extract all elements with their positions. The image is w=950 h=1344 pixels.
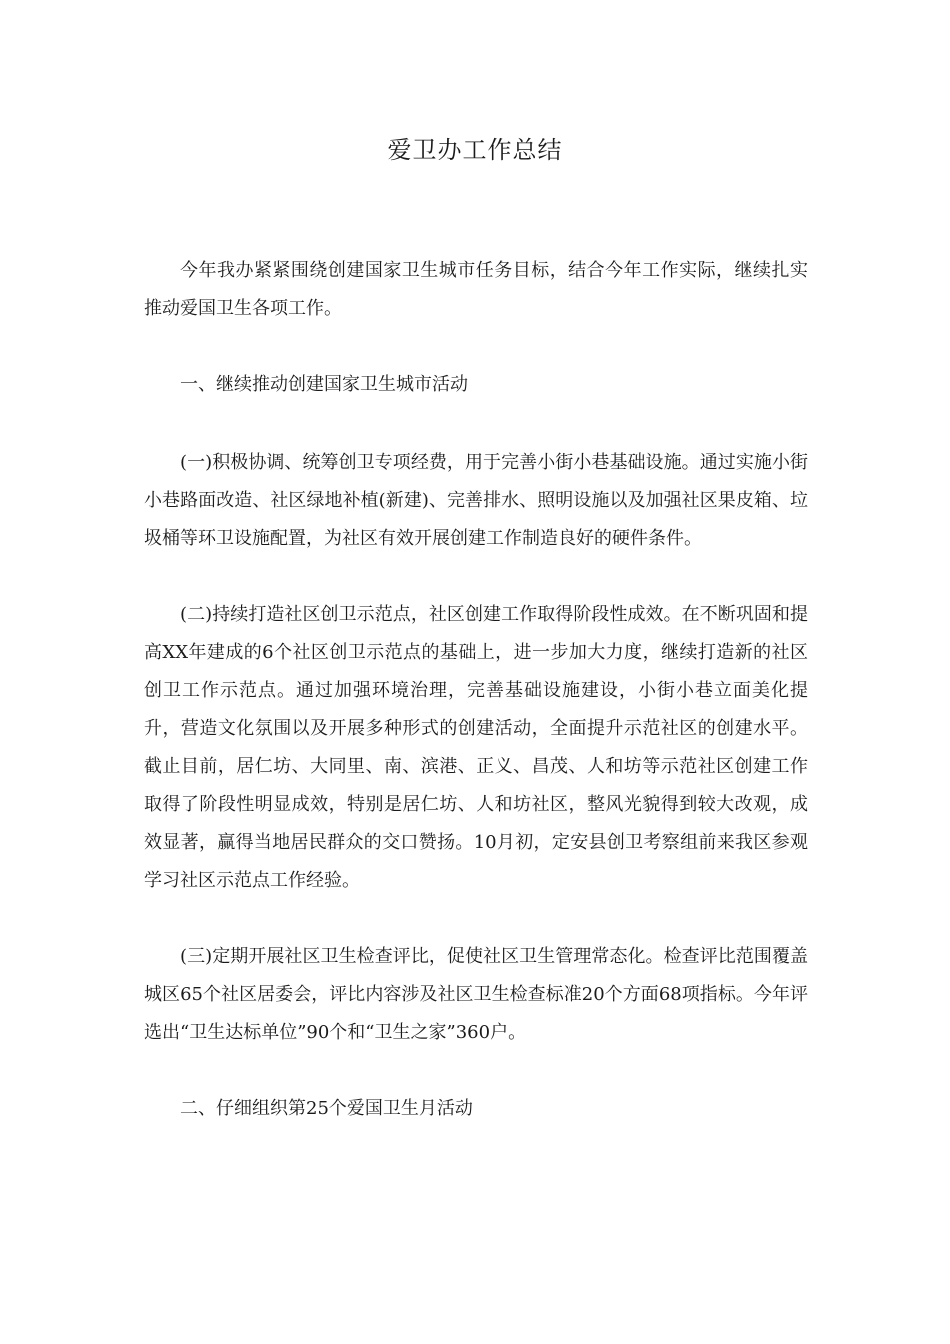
intro-paragraph: 今年我办紧紧围绕创建国家卫生城市任务目标，结合今年工作实际，继续扎实推动爱国卫生各项工作。	[144, 260, 808, 319]
section-1-heading: 一、继续推动创建国家卫生城市活动	[180, 374, 468, 395]
item-3-paragraph: (三)定期开展社区卫生检查评比，促使社区卫生管理常态化。检查评比范围覆盖城区65个社区居委会，评比内容涉及社区卫生检查标准20个方面68项指标。今年评选出“卫生达标单位”90个和“卫生之家”360户。	[144, 946, 808, 1043]
item-1-paragraph: (一)积极协调、统筹创卫专项经费，用于完善小街小巷基础设施。通过实施小街小巷路面改造、社区绿地补植(新建)、完善排水、照明设施以及加强社区果皮箱、垃圾桶等环卫设施配置，为社区有效开展创建工作制造良好的硬件条件。	[144, 452, 808, 549]
document-body	[144, 252, 808, 1168]
document-title: 爱卫办工作总结	[387, 136, 563, 164]
section-2-heading: 二、仔细组织第25个爱国卫生月活动	[180, 1098, 473, 1119]
item-2-paragraph: (二)持续打造社区创卫示范点，社区创建工作取得阶段性成效。在不断巩固和提高XX年建成的6个社区创卫示范点的基础上，进一步加大力度，继续打造新的社区创卫工作示范点。通过加强环境治理，完善基础设施建设，小街小巷立面美化提升，营造文化氛围以及开展多种形式的创建活动，全面提升示范社区的创建水平。截止目前，居仁坊、大同里、南、滨港、正义、昌茂、人和坊等示范社区创建工作取得了阶段性明显成效，特别是居仁坊、人和坊社区，整风光貌得到较大改观，成效显著，赢得当地居民群众的交口赞扬。10月初，定安县创卫考察组前来我区参观学习社区示范点工作经验。	[144, 604, 808, 891]
